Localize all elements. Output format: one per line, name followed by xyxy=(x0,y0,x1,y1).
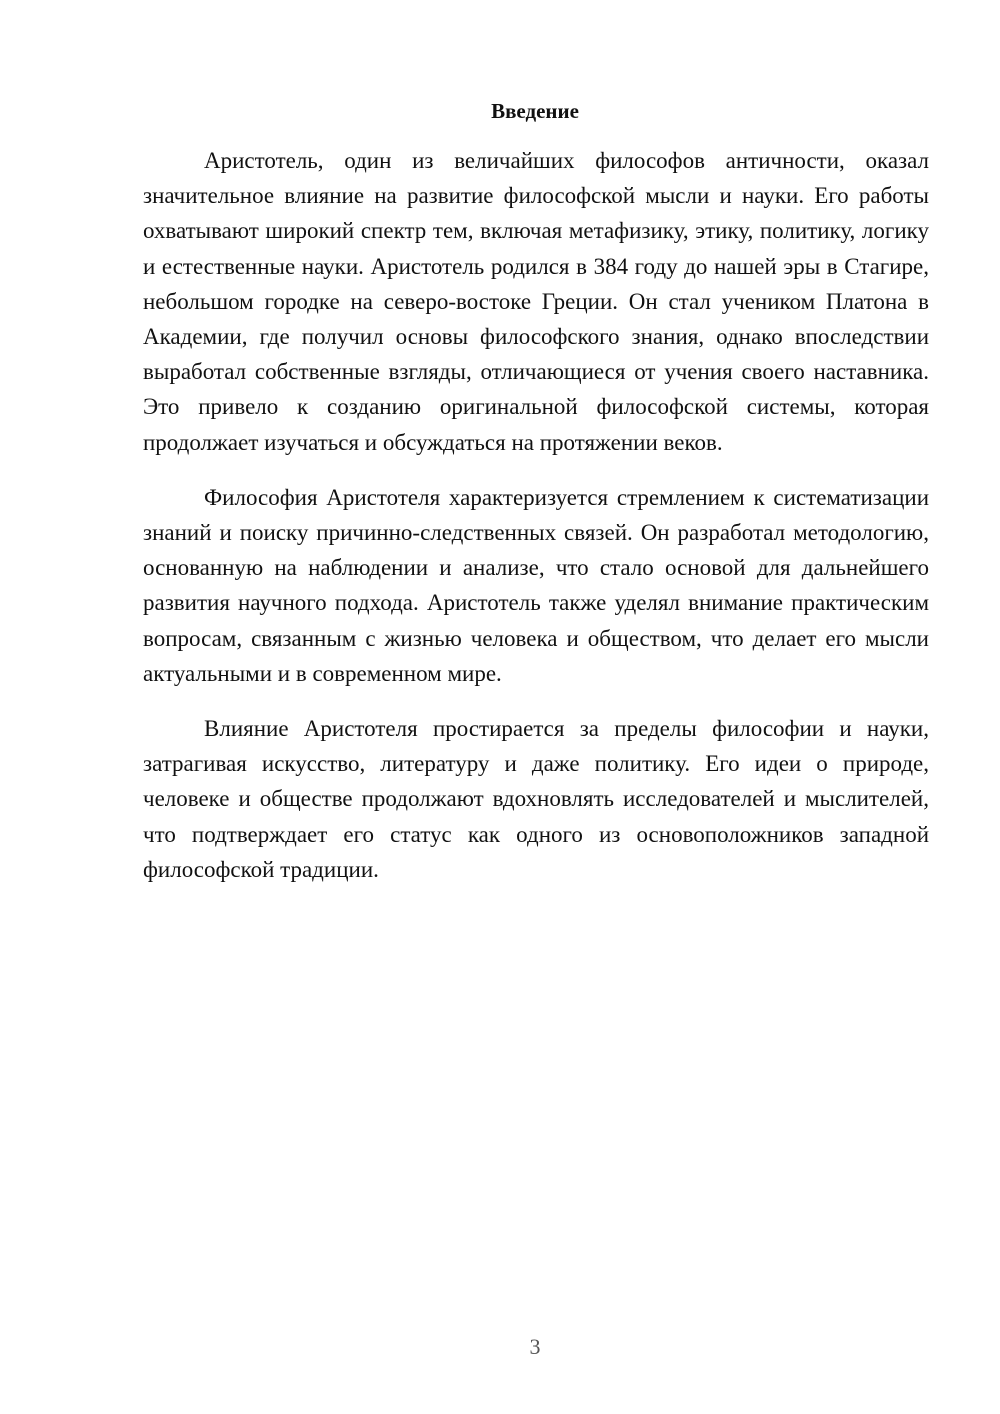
page-title: Введение xyxy=(491,99,579,123)
paragraph-2: Философия Аристотеля характеризуется стремлением к систематизации знаний и поиску причинно-следственных связей. Он разработал методологию, основанную на наблюдении и анализе, что стало основой для дальнейшего развития научного подхода. Аристотель также уделял внимание практическим вопросам, связанным с жизнью человека и обществом, что делает его мысли актуальными и в современном мире. xyxy=(143,484,929,686)
body-text xyxy=(143,143,929,907)
paragraph-1: Аристотель, один из величайших философов античности, оказал значительное влияние на развитие философской мысли и науки. Его работы охватывают широкий спектр тем, включая метафизику, этику, политику, логику и естественные науки. Аристотель родился в 384 году до нашей эры в Стагире, небольшом городке на северо-востоке Греции. Он стал учеником Платона в Академии, где получил основы философского знания, однако впоследствии выработал собственные взгляды, отличающиеся от учения своего наставника. Это привело к созданию оригинальной философской системы, которая продолжает изучаться и обсуждаться на протяжении веков. xyxy=(143,148,929,455)
page-number: 3 xyxy=(529,1334,541,1359)
paragraph-3: Влияние Аристотеля простирается за пределы философии и науки, затрагивая искусство, литературу и даже политику. Его идеи о природе, человеке и обществе продолжают вдохновлять исследователей и мыслителей, что подтверждает его статус как одного из основоположников западной философской традиции. xyxy=(143,716,929,882)
